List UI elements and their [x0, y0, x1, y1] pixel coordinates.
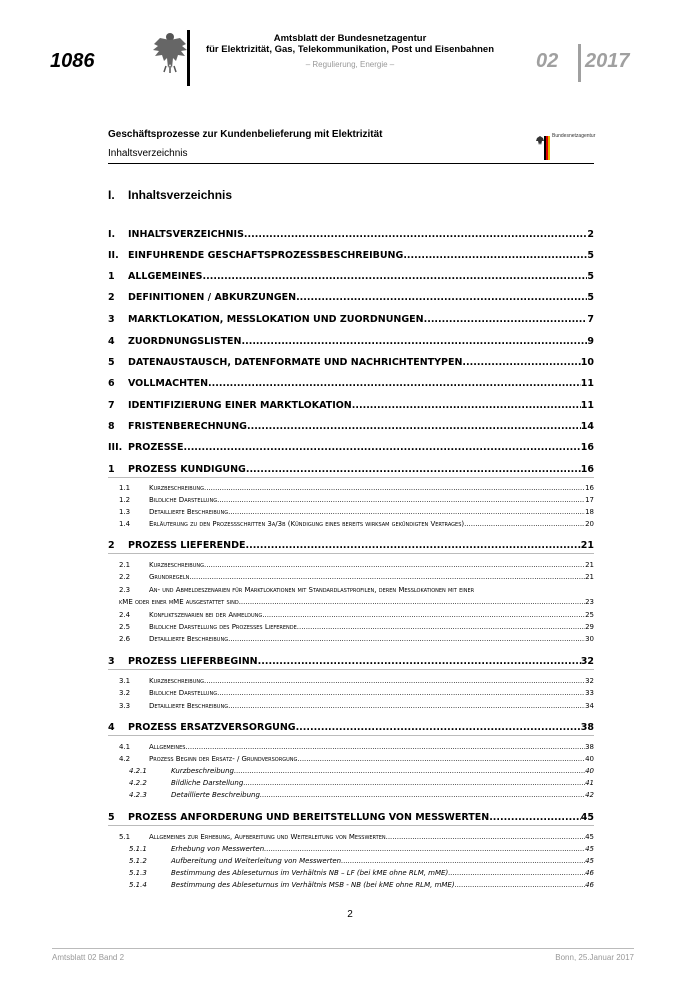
logo-text: Bundesnetzagentur [552, 133, 596, 139]
toc-entry-text: MARKTLOKATION, MESSLOKATION UND ZUORDNUNGEN [128, 314, 424, 325]
toc-entry-page: 7 [587, 314, 594, 325]
toc-entry-number: 5.1 [119, 833, 131, 841]
header-rule [108, 163, 594, 164]
toc-entry-text: kME oder einer mME ausgestattet sind [119, 598, 239, 606]
toc-leader-dots [297, 755, 585, 763]
toc-entry[interactable] [119, 573, 594, 581]
toc-entry[interactable] [119, 689, 594, 697]
toc-entry[interactable] [129, 857, 594, 865]
toc-entry[interactable] [108, 250, 594, 261]
toc-entry-text: Aufbereitung und Weiterleitung von Messwerten [171, 857, 342, 865]
toc-leader-dots [242, 336, 588, 347]
toc-entry-number: 5.1.3 [129, 869, 147, 877]
toc-entry-page: 30 [585, 635, 594, 643]
document-subtitle: Inhaltsverzeichnis [108, 148, 188, 159]
toc-entry[interactable] [119, 611, 594, 619]
toc-entry[interactable] [119, 743, 594, 751]
toc-entry-page: 5 [587, 271, 594, 282]
toc-entry[interactable] [129, 767, 594, 775]
toc-entry-number: 3.3 [119, 702, 131, 710]
toc-entry-number: 4 [108, 336, 115, 347]
page-number: 2 [347, 909, 353, 920]
toc-entry-number: II. [108, 250, 119, 261]
toc-entry[interactable] [119, 484, 594, 492]
toc-entry-number: 3 [108, 656, 115, 667]
toc-entry-text: ZUORDNUNGSLISTEN [128, 336, 242, 347]
toc-entry-number: 3.2 [119, 689, 131, 697]
toc-entry-page: 5 [587, 250, 594, 261]
toc-entry-page: 38 [580, 722, 594, 733]
toc-entry-number: 3 [108, 314, 115, 325]
toc-entry[interactable] [129, 845, 594, 853]
toc-entry-page: 45 [580, 812, 594, 823]
toc-entry-page: 5 [587, 292, 594, 303]
toc-entry-text: IDENTIFIZIERUNG EINER MARKTLOKATION [128, 400, 352, 411]
toc-entry-number: 4.2 [119, 755, 131, 763]
toc-leader-dots [296, 292, 587, 303]
toc-leader-dots [464, 520, 585, 528]
toc-leader-dots [204, 484, 585, 492]
toc-entry[interactable] [108, 292, 594, 303]
toc-leader-dots [204, 561, 585, 569]
toc-entry-text: Bestimmung des Ableseturnus im Verhältnis MSB - NB (bei kME ohne RLM, mME) [171, 881, 455, 889]
toc-entry-text: Bildliche Darstellung [149, 689, 218, 697]
toc-leader-dots [217, 496, 585, 504]
toc-entry-text: Allgemeines zur Erhebung, Aufbereitung und Weiterleitung von Messwerten [149, 833, 386, 841]
toc-entry-page: 33 [585, 689, 594, 697]
toc-leader-dots [247, 421, 581, 432]
toc-separator [108, 825, 594, 826]
toc-entry[interactable] [129, 869, 594, 877]
toc-entry-text: PROZESSE [128, 442, 184, 453]
toc-entry[interactable] [108, 722, 594, 733]
toc-leader-dots [489, 812, 581, 823]
toc-entry-page: 46 [585, 881, 594, 889]
issue-divider [578, 44, 581, 82]
toc-entry-number: 1.3 [119, 508, 131, 516]
toc-leader-dots [244, 229, 587, 240]
issue-year: 2017 [585, 50, 630, 72]
toc-entry[interactable] [119, 561, 594, 569]
toc-entry-page: 41 [585, 779, 594, 787]
toc-leader-dots [183, 442, 580, 453]
toc-leader-dots [341, 857, 585, 865]
toc-entry-text: DEFINITIONEN / ABKÜRZUNGEN [128, 292, 297, 303]
toc-entry-number: III. [108, 442, 123, 453]
toc-entry-wrapped[interactable] [119, 586, 474, 594]
toc-entry-number: I. [108, 229, 116, 240]
toc-entry-number: 7 [108, 400, 115, 411]
toc-entry[interactable] [108, 271, 594, 282]
toc-leader-dots [424, 314, 588, 325]
toc-entry-page: 11 [580, 378, 594, 389]
toc-entry-text: FRISTENBERECHNUNG [128, 421, 247, 432]
toc-entry-text: Detaillierte Beschreibung [149, 508, 229, 516]
toc-leader-dots [297, 623, 585, 631]
toc-entry-text: Kurzbeschreibung [149, 677, 204, 685]
toc-entry[interactable] [108, 540, 594, 551]
toc-leader-dots [239, 598, 585, 606]
section-number: I. [108, 188, 115, 202]
toc-entry-number: 4.1 [119, 743, 131, 751]
toc-leader-dots [296, 722, 581, 733]
toc-leader-dots [455, 881, 585, 889]
toc-entry-text: Bestimmung des Ableseturnus im Verhältnis NB – LF (bei kME ohne RLM, mME) [171, 869, 449, 877]
toc-entry-page: 14 [580, 421, 594, 432]
section-title: Inhaltsverzeichnis [128, 188, 233, 202]
toc-entry-page: 2 [587, 229, 594, 240]
toc-entry-number: 4.2.2 [129, 779, 147, 787]
toc-entry[interactable] [119, 520, 594, 528]
toc-entry-text: Grundregeln [149, 573, 190, 581]
logo-bar-gold [548, 136, 550, 160]
toc-entry-text: ALLGEMEINES [128, 271, 203, 282]
toc-entry-text: Erläuterung zu den Prozessschritten 3a/3b (Kündigung eines bereits wirksam gekündigten Vertrages) [149, 520, 465, 528]
toc-entry-text: Konfliktszenarien bei der Anmeldung [149, 611, 263, 619]
toc-entry-number: 5.1.4 [129, 881, 147, 889]
toc-entry-number: 1.1 [119, 484, 131, 492]
toc-separator [108, 669, 594, 670]
toc-entry-text: Kurzbeschreibung [149, 484, 204, 492]
toc-entry-text: Allgemeines [149, 743, 186, 751]
toc-entry[interactable] [108, 314, 594, 325]
toc-entry-page: 16 [580, 442, 594, 453]
toc-entry-page: 23 [585, 598, 594, 606]
toc-entry-text: Kurzbeschreibung [171, 767, 234, 775]
toc-entry-page: 32 [585, 677, 594, 685]
toc-entry-number: 2.5 [119, 623, 131, 631]
toc-entry-text: PROZESS ANFORDERUNG UND BEREITSTELLUNG VON MESSWERTEN [128, 812, 490, 823]
toc-entry-page: 16 [580, 464, 594, 475]
toc-leader-dots [243, 779, 585, 787]
toc-entry-number: 3.1 [119, 677, 131, 685]
toc-entry-text: DATENAUSTAUSCH, DATENFORMATE UND NACHRICHTENTYPEN [128, 357, 463, 368]
toc-entry[interactable] [129, 881, 594, 889]
toc-entry[interactable] [119, 635, 594, 643]
masthead-title-line1: Amtsblatt der Bundesnetzagentur [273, 33, 427, 44]
toc-entry-number: 4.2.1 [129, 767, 147, 775]
toc-entry-text: Bildliche Darstellung [149, 496, 218, 504]
toc-entry-number: 1 [108, 464, 115, 475]
toc-entry-page: 45 [585, 857, 594, 865]
toc-entry-page: 21 [585, 561, 594, 569]
toc-entry-number: 1.2 [119, 496, 131, 504]
toc-entry[interactable] [119, 755, 594, 763]
mini-eagle-icon [536, 136, 544, 145]
toc-entry-page: 11 [580, 400, 594, 411]
toc-entry[interactable] [108, 421, 594, 432]
toc-entry-text: Detaillierte Beschreibung [171, 791, 260, 799]
document-title: Geschäftsprozesse zur Kundenbelieferung mit Elektrizität [108, 129, 383, 140]
toc-entry[interactable] [119, 508, 594, 516]
toc-leader-dots [352, 400, 581, 411]
toc-entry[interactable] [108, 400, 594, 411]
toc-entry-page: 32 [580, 656, 594, 667]
toc-entry-page: 46 [585, 869, 594, 877]
toc-entry-text: Detaillierte Beschreibung [149, 702, 229, 710]
toc-entry[interactable] [119, 833, 594, 841]
toc-entry-text: Detaillierte Beschreibung [149, 635, 229, 643]
toc-entry-number: 2.4 [119, 611, 131, 619]
toc-entry[interactable] [129, 791, 594, 799]
footer-right: Bonn, 25.Januar 2017 [555, 953, 634, 962]
toc-leader-dots [189, 573, 585, 581]
toc-entry[interactable] [108, 229, 594, 240]
toc-entry[interactable] [119, 623, 594, 631]
toc-entry-page: 45 [585, 845, 594, 853]
masthead-title-line2: für Elektrizität, Gas, Telekommunikation, Post und Eisenbahnen [205, 44, 495, 55]
toc-entry[interactable] [108, 464, 594, 475]
federal-eagle-icon [150, 30, 190, 74]
toc-leader-dots [264, 845, 585, 853]
toc-entry[interactable] [108, 336, 594, 347]
toc-entry-page: 16 [585, 484, 594, 492]
toc-leader-dots [203, 271, 588, 282]
issue-number: 1086 [50, 50, 95, 72]
toc-entry-page: 20 [585, 520, 594, 528]
toc-entry-text: EINFÜHRENDE GESCHÄFTSPROZESSBESCHREIBUNG [128, 250, 404, 261]
toc-entry-text: Prozess Beginn der Ersatz- / Grundversorgung [149, 755, 298, 763]
toc-entry-page: 38 [585, 743, 594, 751]
toc-entry-text: Bildliche Darstellung des Prozesses Lieferende [149, 623, 297, 631]
toc-entry-page: 29 [585, 623, 594, 631]
toc-leader-dots [228, 508, 585, 516]
toc-entry-text: VOLLMACHTEN [128, 378, 209, 389]
toc-entry-page: 25 [585, 611, 594, 619]
footer-left: Amtsblatt 02 Band 2 [52, 953, 125, 962]
toc-leader-dots [245, 540, 580, 551]
toc-entry-number: 5 [108, 357, 115, 368]
toc-entry-page: 34 [585, 702, 594, 710]
toc-entry-page: 18 [585, 508, 594, 516]
toc-entry-number: 8 [108, 421, 115, 432]
toc-entry-number: 2.3 [119, 586, 131, 594]
toc-entry[interactable] [108, 656, 594, 667]
toc-entry-page: 21 [585, 573, 594, 581]
toc-entry-number: 5.1.2 [129, 857, 147, 865]
toc-entry-page: 21 [580, 540, 594, 551]
toc-entry-number: 2 [108, 540, 115, 551]
toc-entry-number: 5.1.1 [129, 845, 147, 853]
toc-leader-dots [403, 250, 587, 261]
toc-entry-text: Erhebung von Messwerten [171, 845, 265, 853]
toc-entry-number: 1.4 [119, 520, 131, 528]
toc-entry-text: Bildliche Darstellung [171, 779, 244, 787]
toc-entry-number: 5 [108, 812, 115, 823]
toc-leader-dots [448, 869, 585, 877]
toc-entry-number: 2.2 [119, 573, 131, 581]
toc-entry-number: 2.6 [119, 635, 131, 643]
toc-entry-page: 45 [585, 833, 594, 841]
toc-entry-number: 2 [108, 292, 115, 303]
toc-leader-dots [208, 378, 581, 389]
toc-entry-text: PROZESS LIEFERBEGINN [128, 656, 258, 667]
toc-entry-text: Kurzbeschreibung [149, 561, 204, 569]
toc-entry[interactable] [108, 357, 594, 368]
toc-entry[interactable] [119, 702, 594, 710]
toc-leader-dots [217, 689, 585, 697]
toc-entry[interactable] [119, 496, 594, 504]
footer-rule [52, 948, 634, 949]
toc-leader-dots [246, 464, 581, 475]
toc-entry-number: 4 [108, 722, 115, 733]
toc-entry-text: PROZESS ERSATZVERSORGUNG [128, 722, 296, 733]
toc-entry[interactable] [108, 442, 594, 453]
issue-month: 02 [536, 50, 559, 72]
toc-entry-continuation[interactable] [119, 598, 594, 606]
toc-leader-dots [234, 767, 585, 775]
toc-leader-dots [462, 357, 580, 368]
toc-entry-page: 40 [585, 767, 594, 775]
toc-leader-dots [185, 743, 585, 751]
toc-separator [108, 553, 594, 554]
toc-leader-dots [228, 702, 585, 710]
toc-entry-text: INHALTSVERZEICHNIS [128, 229, 244, 240]
toc-entry-text: An- und Abmeldeszenarien für Marktlokationen mit Standardlastprofilen, deren Messlokationen mit einer [149, 586, 475, 594]
toc-entry-number: 2.1 [119, 561, 131, 569]
toc-separator [108, 735, 594, 736]
toc-entry-text: PROZESS KÜNDIGUNG [128, 464, 246, 475]
toc-entry[interactable] [129, 779, 594, 787]
toc-entry-number: 6 [108, 378, 115, 389]
toc-entry-page: 10 [580, 357, 594, 368]
toc-entry-page: 42 [585, 791, 594, 799]
toc-leader-dots [228, 635, 585, 643]
toc-entry[interactable] [119, 677, 594, 685]
toc-separator [108, 477, 594, 478]
toc-leader-dots [258, 656, 581, 667]
toc-entry-page: 40 [585, 755, 594, 763]
toc-entry-number: 4.2.3 [129, 791, 147, 799]
toc-entry-page: 17 [585, 496, 594, 504]
bundesnetzagentur-logo [534, 128, 594, 162]
toc-leader-dots [386, 833, 585, 841]
toc-leader-dots [262, 611, 585, 619]
toc-entry[interactable] [108, 378, 594, 389]
toc-entry-text: PROZESS LIEFERENDE [128, 540, 246, 551]
toc-entry-page: 9 [587, 336, 594, 347]
toc-leader-dots [204, 677, 585, 685]
toc-entry[interactable] [108, 812, 594, 823]
toc-entry-number: 1 [108, 271, 115, 282]
toc-leader-dots [260, 791, 585, 799]
masthead-subtitle: – Regulierung, Energie – [305, 60, 395, 69]
